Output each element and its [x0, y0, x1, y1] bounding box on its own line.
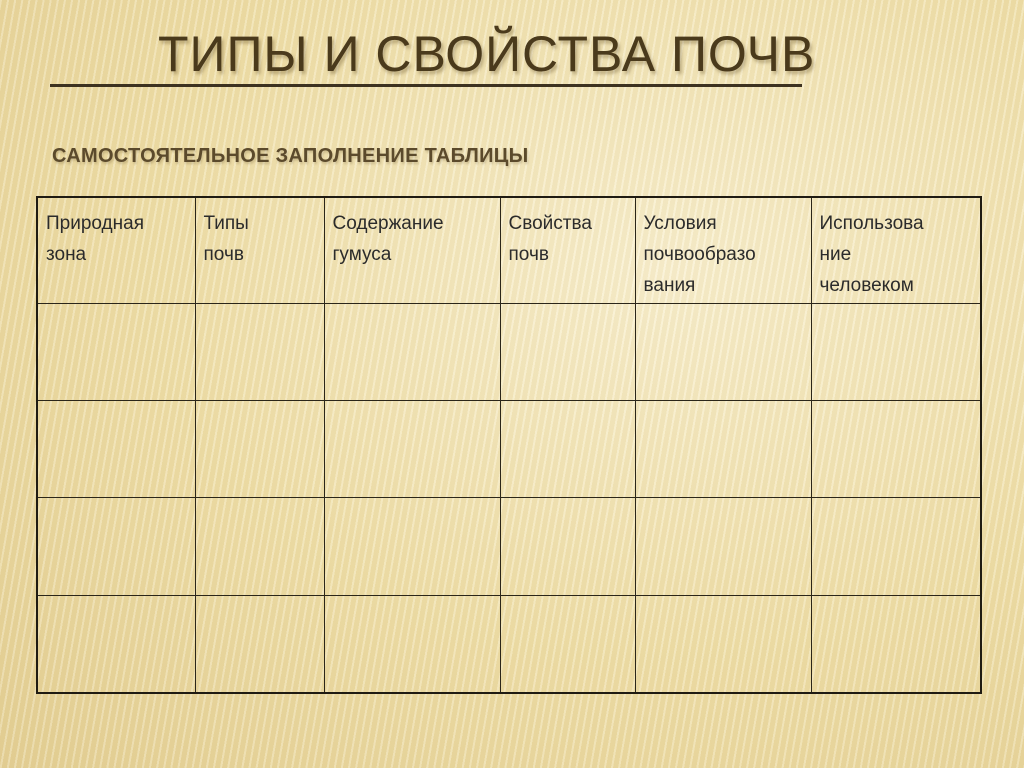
table-cell[interactable]: [500, 498, 635, 595]
table-cell[interactable]: [37, 303, 195, 400]
title-underline: [50, 84, 802, 87]
table-cell[interactable]: [324, 400, 500, 497]
table-row: [37, 498, 981, 595]
table-cell[interactable]: [37, 498, 195, 595]
header-human-use: [811, 197, 981, 303]
header-soil-properties: [500, 197, 635, 303]
header-formation-conditions: [635, 197, 811, 303]
header-line: вания: [643, 275, 696, 296]
header-line: гумуса: [332, 244, 392, 265]
table-cell[interactable]: [635, 595, 811, 693]
table-cell[interactable]: [324, 303, 500, 400]
header-line: почв: [203, 244, 244, 265]
header-line: Условия: [643, 213, 717, 234]
slide-title: ТИПЫ И СВОЙСТВА ПОЧВ: [158, 26, 816, 82]
table-cell[interactable]: [195, 303, 324, 400]
header-line: Природная: [46, 213, 144, 234]
header-line: зона: [46, 244, 87, 265]
table-header-row: [37, 197, 981, 303]
table-cell[interactable]: [635, 303, 811, 400]
header-line: Содержание: [332, 213, 444, 234]
header-line: Использова: [819, 213, 924, 234]
table-row: [37, 400, 981, 497]
header-natural-zone: [37, 197, 195, 303]
table-cell[interactable]: [811, 303, 981, 400]
table-cell[interactable]: [500, 400, 635, 497]
table-row: [37, 303, 981, 400]
table-cell[interactable]: [811, 595, 981, 693]
header-humus-content: [324, 197, 500, 303]
table-cell[interactable]: [811, 498, 981, 595]
table-cell[interactable]: [635, 498, 811, 595]
table-cell[interactable]: [635, 400, 811, 497]
header-line: Свойства: [508, 213, 592, 234]
header-soil-types: [195, 197, 324, 303]
table-cell[interactable]: [195, 498, 324, 595]
table-cell[interactable]: [195, 595, 324, 693]
table-cell[interactable]: [324, 498, 500, 595]
table-row: [37, 595, 981, 693]
table-cell[interactable]: [811, 400, 981, 497]
slide-subtitle: САМОСТОЯТЕЛЬНОЕ ЗАПОЛНЕНИЕ ТАБЛИЦЫ: [52, 145, 529, 167]
header-line: почвообразо: [643, 244, 756, 265]
header-line: Типы: [203, 213, 249, 234]
soil-table: [36, 196, 982, 694]
header-line: почв: [508, 244, 549, 265]
header-line: человеком: [819, 275, 914, 296]
header-line: ние: [819, 244, 852, 265]
table-cell[interactable]: [37, 595, 195, 693]
table-cell[interactable]: [37, 400, 195, 497]
table-cell[interactable]: [500, 595, 635, 693]
table-cell[interactable]: [195, 400, 324, 497]
table-cell[interactable]: [324, 595, 500, 693]
table-cell[interactable]: [500, 303, 635, 400]
